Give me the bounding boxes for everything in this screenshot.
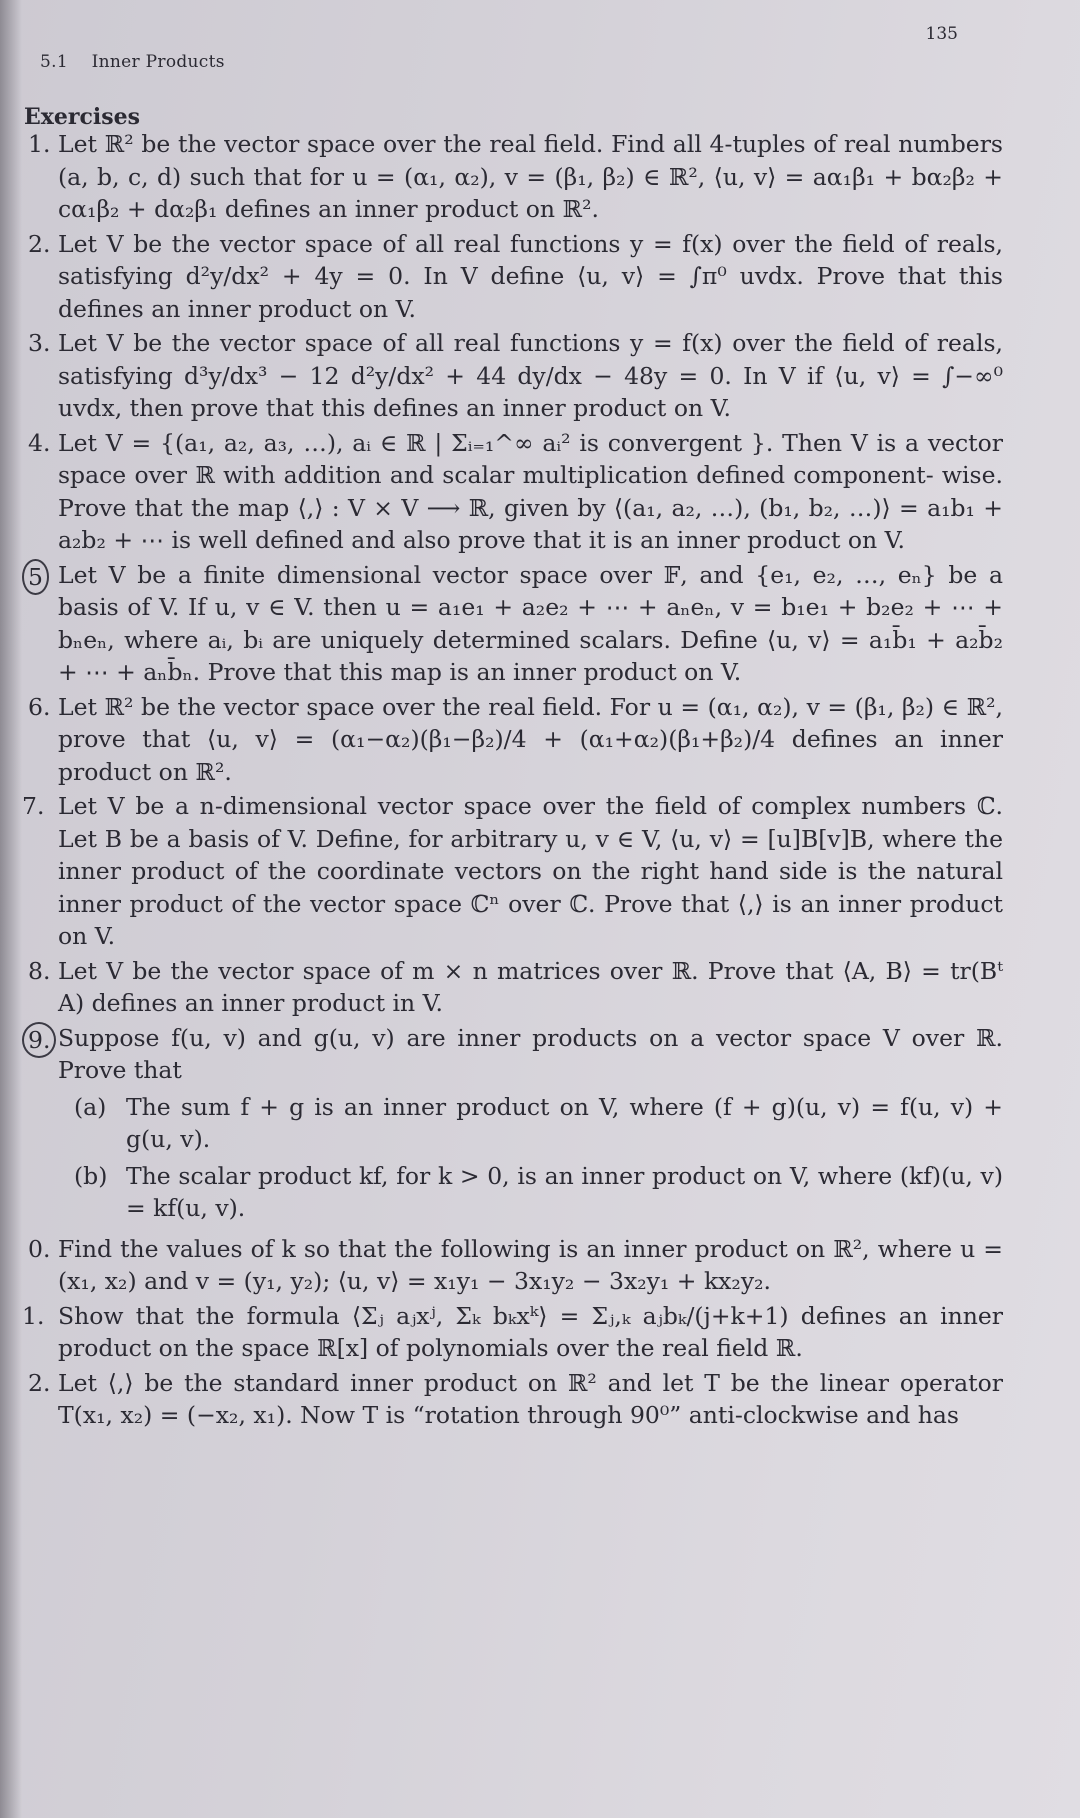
exercise-item bbox=[28, 327, 1003, 425]
subpart-text: The sum f + g is an inner product on V, where (f + g)(u, v) = f(u, v) + g(u, v). bbox=[126, 1092, 1003, 1153]
exercise-item bbox=[28, 1367, 1003, 1432]
exercise-text: Show that the formula ⟨Σⱼ aⱼxʲ, Σₖ bₖxᵏ⟩ = Σⱼ,ₖ aⱼbₖ/(j+k+1) defines an inner product on the space ℝ[x] of polynomials over the real field ℝ. bbox=[58, 1301, 1003, 1362]
exercise-text: Let V be the vector space of m × n matrices over ℝ. Prove that ⟨A, B⟩ = tr(Bᵗ A) defines an inner product in V. bbox=[58, 956, 1003, 1017]
exercise-number: 6. bbox=[28, 692, 51, 721]
exercise-number-checked: 1. bbox=[22, 1301, 45, 1330]
exercise-number-circled: 9. bbox=[22, 1022, 56, 1059]
exercise-item bbox=[28, 559, 1003, 689]
exercise-item bbox=[28, 427, 1003, 557]
exercises-heading: Exercises bbox=[24, 104, 140, 130]
exercise-number-circled: 5 bbox=[22, 559, 49, 596]
page-gutter-shadow bbox=[0, 0, 22, 1818]
section-number: 5.1 bbox=[40, 52, 68, 72]
exercise-item bbox=[28, 1233, 1003, 1298]
exercise-text: Let V be the vector space of all real functions y = f(x) over the field of reals, satisfying d³y/dx³ − 12 d²y/dx² + 44 dy/dx − 48y = 0. In V if ⟨u, v⟩ = ∫−∞⁰ uvdx, then prove that this defines an inner product on V. bbox=[58, 329, 1003, 422]
exercise-subpart bbox=[74, 1091, 1003, 1156]
exercise-text: Let V be the vector space of all real functions y = f(x) over the field of reals, satisfying d²y/dx² + 4y = 0. In V define ⟨u, v⟩ = ∫π⁰ uvdx. Prove that this defines an inner product on V. bbox=[58, 229, 1003, 323]
exercise-number: 3. bbox=[28, 329, 51, 357]
exercise-list bbox=[22, 128, 1003, 1434]
exercise-text: Let ℝ² be the vector space over the real field. Find all 4-tuples of real numbers (a, b, c, d) such that for u = (α₁, α₂), v = (β₁, β₂) ∈ ℝ², ⟨u, v⟩ = aα₁β₁ + bα₂β₂ + cα₁β₂ + dα₂β₁ defines an inner product on ℝ². bbox=[58, 130, 1003, 223]
exercise-number: 1. bbox=[28, 130, 51, 158]
page-number: 135 bbox=[925, 24, 958, 44]
subpart-label: (b) bbox=[74, 1161, 108, 1190]
exercise-item bbox=[28, 228, 1003, 326]
exercise-item bbox=[28, 1022, 1003, 1225]
exercise-text: Let V be a n-dimensional vector space over the field of complex numbers ℂ. Let B be a basis of V. Define, for arbitrary u, v ∈ V, ⟨u, v⟩ = [u]B[v]B, where the inner product of the coordinate vectors on the right hand side is the natural inner product of the vector space ℂⁿ over ℂ. Prove that ⟨,⟩ is an inner product on V. bbox=[58, 792, 1003, 950]
exercise-number: 2. bbox=[28, 229, 51, 258]
exercise-number: 0. bbox=[28, 1234, 51, 1263]
exercise-item bbox=[28, 128, 1003, 226]
exercise-item bbox=[28, 955, 1003, 1020]
section-title: Inner Products bbox=[91, 52, 225, 72]
exercise-subpart bbox=[74, 1160, 1003, 1225]
exercise-text: Find the values of k so that the following is an inner product on ℝ², where u = (x₁, x₂) and v = (y₁, y₂); ⟨u, v⟩ = x₁y₁ − 3x₁y₂ − 3x₂y₁ + kx₂y₂. bbox=[58, 1234, 1003, 1295]
exercise-item bbox=[22, 1300, 1003, 1365]
exercise-text: Let V be a finite dimensional vector space over 𝔽, and {e₁, e₂, …, eₙ} be a basis of V. If u, v ∈ V. then u = a₁e₁ + a₂e₂ + ⋯ + aₙeₙ, v = b₁e₁ + b₂e₂ + ⋯ + bₙeₙ, where aᵢ, bᵢ are uniquely determined scalars. Define ⟨u, v⟩ = a₁b̄₁ + a₂b̄₂ + ⋯ + aₙb̄ₙ. Prove that this map is an inner product on V. bbox=[58, 560, 1003, 686]
subpart-text: The scalar product kf, for k > 0, is an inner product on V, where (kf)(u, v) = kf(u, v). bbox=[126, 1161, 1003, 1222]
subpart-label: (a) bbox=[74, 1092, 107, 1121]
exercise-text: Let V = {(a₁, a₂, a₃, …), aᵢ ∈ ℝ | Σᵢ₌₁^∞ aᵢ² is convergent }. Then V is a vector space over ℝ with addition and scalar multiplication defined component- wise. Prove that the map ⟨,⟩ : V × V ⟶ ℝ, given by ⟨(a₁, a₂, …), (b₁, b₂, …)⟩ = a₁b₁ + a₂b₂ + ⋯ is well defined and also prove that it is an inner product on V. bbox=[58, 428, 1003, 554]
exercise-item bbox=[22, 790, 1003, 953]
exercise-item bbox=[28, 691, 1003, 789]
exercise-text: Suppose f(u, v) and g(u, v) are inner products on a vector space V over ℝ. Prove that bbox=[58, 1023, 1003, 1084]
exercise-number-checked: 7. bbox=[22, 792, 45, 820]
exercise-text: Let ℝ² be the vector space over the real field. For u = (α₁, α₂), v = (β₁, β₂) ∈ ℝ², prove that ⟨u, v⟩ = (α₁−α₂)(β₁−β₂)/4 + (α₁+α₂)(β₁+β₂)/4 defines an inner product on ℝ². bbox=[58, 692, 1003, 786]
exercise-number: 2. bbox=[28, 1368, 51, 1397]
exercise-text: Let ⟨,⟩ be the standard inner product on ℝ² and let T be the linear operator T(x₁, x₂) = (−x₂, x₁). Now T is “rotation through 90⁰” anti-clockwise and has bbox=[58, 1368, 1003, 1429]
exercise-number: 8. bbox=[28, 956, 51, 985]
running-header bbox=[40, 52, 225, 72]
exercise-number: 4. bbox=[28, 428, 51, 457]
